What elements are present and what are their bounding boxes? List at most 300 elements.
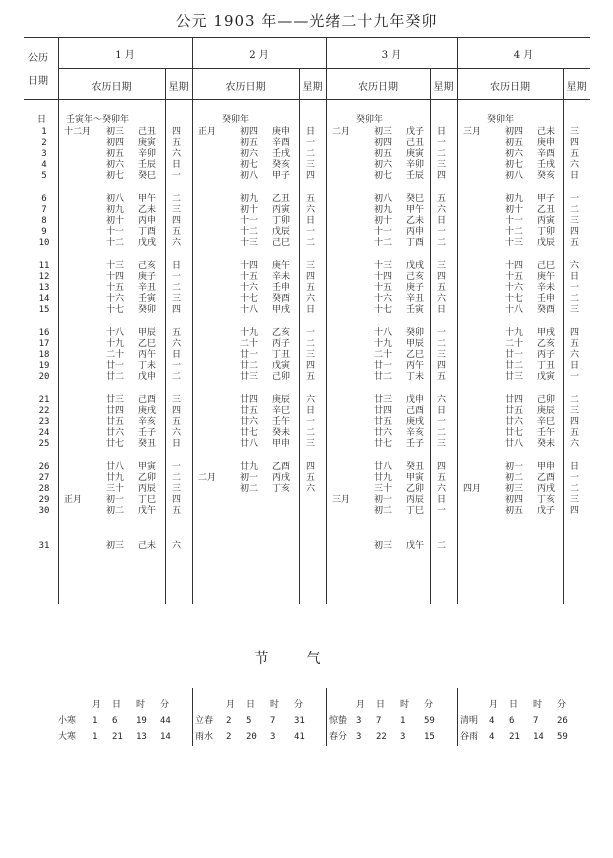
ganzhi: 辛酉 <box>537 149 556 159</box>
corner-bottom: 日期 <box>28 76 48 87</box>
weekday: 三 <box>437 439 447 449</box>
ganzhi: 甲寅 <box>138 462 157 472</box>
lunar-day: 初一 <box>505 462 524 472</box>
ganzhi: 甲辰 <box>406 339 425 349</box>
lunar-header: 农历日期 <box>490 82 530 93</box>
ganzhi: 壬寅 <box>406 305 425 315</box>
weekday: 二 <box>306 238 316 248</box>
weekday: 一 <box>172 272 182 282</box>
ganzhi: 己丑 <box>406 138 425 148</box>
lunar-day: 十五 <box>106 283 125 293</box>
ganzhi: 丁巳 <box>406 506 425 516</box>
lunar-header: 农历日期 <box>225 82 266 93</box>
lunar-day: 廿三 <box>374 395 393 405</box>
ganzhi: 戊午 <box>138 506 157 516</box>
lunar-day: 初十 <box>374 216 393 226</box>
solar-day: 2 <box>41 138 47 148</box>
ganzhi: 壬申 <box>537 294 556 304</box>
weekday: 日 <box>306 406 316 416</box>
jieqi-hour: 13 <box>136 732 147 742</box>
jieqi-name: 小寒 <box>58 716 77 726</box>
month-header: 3 月 <box>381 50 402 61</box>
week-divider <box>165 68 166 604</box>
lunar-day: 初五 <box>240 138 259 148</box>
lunar-day: 三十 <box>374 484 393 494</box>
ganzhi: 丙寅 <box>272 205 291 215</box>
jieqi-header: 日 <box>509 700 519 710</box>
lunar-day: 廿九 <box>106 473 125 483</box>
weekday: 六 <box>172 149 182 159</box>
lunar-day: 廿一 <box>374 361 393 371</box>
lunar-day: 廿五 <box>505 406 524 416</box>
ganzhi: 己亥 <box>406 272 425 282</box>
lunar-day: 初一 <box>240 473 259 483</box>
lunar-day: 初十 <box>240 205 259 215</box>
jieqi-header: 时 <box>533 700 543 710</box>
lunar-day: 廿二 <box>106 372 125 382</box>
jieqi-header: 分 <box>557 700 567 710</box>
ganzhi: 戊申 <box>138 372 157 382</box>
weekday: 日 <box>172 160 182 170</box>
ganzhi: 辛丑 <box>406 294 425 304</box>
jieqi-name: 雨水 <box>195 732 214 742</box>
lunar-day: 初六 <box>505 149 524 159</box>
ganzhi: 辛亥 <box>138 417 157 427</box>
lunar-day: 十九 <box>374 339 393 349</box>
jieqi-month: 4 <box>489 732 495 742</box>
lunar-day: 初六 <box>240 149 259 159</box>
lunar-day: 十五 <box>374 283 393 293</box>
lunar-day: 初八 <box>505 171 524 181</box>
ganzhi: 辛亥 <box>406 428 425 438</box>
weekday: 一 <box>306 227 316 237</box>
jieqi-day: 6 <box>112 716 118 726</box>
weekday: 一 <box>437 328 447 338</box>
ganzhi: 乙酉 <box>272 462 291 472</box>
weekday: 六 <box>306 294 316 304</box>
weekday: 二 <box>172 372 182 382</box>
lunar-day: 初三 <box>374 541 393 551</box>
lunar-day: 初五 <box>505 506 524 516</box>
lunar-month-mark: 四月 <box>463 484 482 494</box>
solar-day: 21 <box>38 395 50 405</box>
page-title: 公元 1903 年——光绪二十九年癸卯 <box>175 12 438 30</box>
lunar-day: 初七 <box>374 171 393 181</box>
ganzhi: 壬子 <box>406 439 425 449</box>
lunar-month-mark: 十二月 <box>64 127 92 137</box>
ganzhi: 甲寅 <box>406 473 425 483</box>
lunar-day: 十一 <box>106 227 125 237</box>
header-bottom-rule <box>24 99 590 100</box>
jieqi-day: 20 <box>246 732 257 742</box>
ganzhi: 甲申 <box>272 439 291 449</box>
ganzhi: 丁酉 <box>138 227 157 237</box>
jieqi-month: 2 <box>226 716 232 726</box>
weekday: 一 <box>437 227 447 237</box>
weekday: 四 <box>172 406 182 416</box>
lunar-day: 初四 <box>240 127 259 137</box>
jieqi-hour: 1 <box>400 716 406 726</box>
year-label: 癸卯年 <box>222 115 250 125</box>
weekday: 一 <box>172 361 182 371</box>
lunar-day: 初三 <box>374 127 393 137</box>
ganzhi: 己未 <box>537 127 556 137</box>
lunar-day: 初六 <box>106 160 125 170</box>
weekday: 日 <box>172 439 182 449</box>
solar-day: 25 <box>38 439 50 449</box>
ganzhi: 己巳 <box>272 238 291 248</box>
ganzhi: 己卯 <box>537 395 556 405</box>
lunar-day: 十一 <box>505 216 524 226</box>
jieqi-minute: 14 <box>160 732 171 742</box>
jieqi-header: 分 <box>424 700 434 710</box>
jieqi-header: 分 <box>294 700 304 710</box>
lunar-day: 初二 <box>106 506 125 516</box>
ganzhi: 乙未 <box>138 205 157 215</box>
jieqi-day: 6 <box>509 716 515 726</box>
lunar-day: 廿四 <box>505 395 524 405</box>
lunar-day: 廿一 <box>106 361 125 371</box>
lunar-day: 初五 <box>505 138 524 148</box>
jieqi-minute: 44 <box>160 716 171 726</box>
lunar-day: 初二 <box>505 473 524 483</box>
ganzhi: 庚子 <box>138 272 157 282</box>
lunar-day: 十六 <box>505 283 524 293</box>
ganzhi: 戊午 <box>406 541 425 551</box>
jieqi-title: 节气 <box>254 651 359 667</box>
weekday: 日 <box>437 305 447 315</box>
weekday: 五 <box>306 283 316 293</box>
ganzhi: 壬辰 <box>138 160 157 170</box>
solar-day: 6 <box>41 194 47 204</box>
weekday: 四 <box>306 272 316 282</box>
jieqi-name: 谷雨 <box>460 732 479 742</box>
ganzhi: 辛巳 <box>537 417 556 427</box>
lunar-day: 廿四 <box>374 406 393 416</box>
weekday: 五 <box>172 138 182 148</box>
ganzhi: 壬戌 <box>537 160 556 170</box>
jieqi-month: 3 <box>356 732 362 742</box>
solar-day: 7 <box>41 205 47 215</box>
lunar-day: 初八 <box>374 194 393 204</box>
ganzhi: 壬午 <box>272 417 291 427</box>
ganzhi: 戊寅 <box>537 372 556 382</box>
weekday: 日 <box>306 305 316 315</box>
solar-day: 26 <box>38 462 50 472</box>
lunar-day: 十五 <box>505 272 524 282</box>
weekday: 六 <box>437 395 447 405</box>
ganzhi: 丁亥 <box>272 484 291 494</box>
lunar-day: 廿八 <box>106 462 125 472</box>
year-label: 癸卯年 <box>356 115 384 125</box>
weekday: 三 <box>172 395 182 405</box>
lunar-day: 十四 <box>505 261 524 271</box>
weekday: 一 <box>570 473 580 483</box>
weekday: 二 <box>306 339 316 349</box>
weekday: 四 <box>306 361 316 371</box>
lunar-header: 农历日期 <box>91 82 132 93</box>
solar-day: 17 <box>38 339 50 349</box>
month-divider <box>192 37 193 604</box>
ganzhi: 丁未 <box>406 372 425 382</box>
weekday: 六 <box>172 541 182 551</box>
lunar-day: 初四 <box>505 495 524 505</box>
weekday: 二 <box>437 238 447 248</box>
lunar-day: 十七 <box>240 294 259 304</box>
lunar-day: 二十 <box>505 339 524 349</box>
weekday: 四 <box>570 506 580 516</box>
weekday: 四 <box>570 227 580 237</box>
solar-day: 19 <box>38 361 50 371</box>
jieqi-hour: 3 <box>270 732 276 742</box>
ganzhi: 丁未 <box>138 361 157 371</box>
solar-day: 18 <box>38 350 50 360</box>
jieqi-divider <box>192 688 193 746</box>
weekday: 三 <box>570 406 580 416</box>
lunar-day: 初九 <box>505 194 524 204</box>
jieqi-divider <box>326 688 327 746</box>
ganzhi: 甲戌 <box>537 328 556 338</box>
solar-day: 11 <box>38 261 50 271</box>
lunar-month-mark: 三月 <box>463 127 482 137</box>
weekday: 二 <box>570 205 580 215</box>
lunar-day: 十九 <box>505 328 524 338</box>
weekday: 六 <box>570 350 580 360</box>
ganzhi: 辛酉 <box>272 138 291 148</box>
weekday: 三 <box>172 205 182 215</box>
jieqi-month: 2 <box>226 732 232 742</box>
ganzhi: 辛未 <box>272 272 291 282</box>
jieqi-header: 时 <box>136 700 146 710</box>
corner-top: 公历 <box>28 53 48 64</box>
weekday: 日 <box>437 495 447 505</box>
weekday: 五 <box>172 417 182 427</box>
lunar-day: 十七 <box>106 305 125 315</box>
ganzhi: 丙辰 <box>138 484 157 494</box>
solar-day: 15 <box>38 305 50 315</box>
jieqi-minute: 59 <box>424 716 435 726</box>
weekday: 五 <box>570 238 580 248</box>
weekday: 日 <box>172 350 182 360</box>
weekday: 二 <box>437 149 447 159</box>
jieqi-header: 月 <box>92 700 102 710</box>
lunar-day: 十三 <box>106 261 125 271</box>
jieqi-header: 日 <box>112 700 122 710</box>
jieqi-header: 日 <box>246 700 256 710</box>
lunar-day: 廿四 <box>106 406 125 416</box>
ganzhi: 乙卯 <box>138 473 157 483</box>
jieqi-name: 春分 <box>329 732 348 742</box>
lunar-day: 初二 <box>374 506 393 516</box>
weekday: 三 <box>570 495 580 505</box>
ganzhi: 丁卯 <box>272 216 291 226</box>
month-header: 1 月 <box>115 50 135 61</box>
lunar-day: 廿二 <box>240 361 259 371</box>
jieqi-day: 5 <box>246 716 252 726</box>
weekday: 三 <box>306 261 316 271</box>
solar-day: 30 <box>38 506 50 516</box>
lunar-day: 初四 <box>374 138 393 148</box>
ganzhi: 乙未 <box>406 216 425 226</box>
jieqi-day: 7 <box>376 716 382 726</box>
jieqi-name: 立春 <box>195 716 214 726</box>
lunar-day: 廿一 <box>505 350 524 360</box>
weekday: 一 <box>437 138 447 148</box>
ganzhi: 庚戌 <box>406 417 425 427</box>
lunar-day: 初八 <box>240 171 259 181</box>
weekday: 五 <box>306 372 316 382</box>
lunar-day: 十二 <box>374 238 393 248</box>
ganzhi: 乙亥 <box>272 328 291 338</box>
jieqi-minute: 59 <box>557 732 568 742</box>
ganzhi: 丁酉 <box>406 238 425 248</box>
solar-day: 31 <box>38 541 50 551</box>
ganzhi: 癸巳 <box>406 194 425 204</box>
ganzhi: 癸卯 <box>138 305 157 315</box>
ganzhi: 己酉 <box>138 395 157 405</box>
solar-day: 4 <box>41 160 47 170</box>
jieqi-day: 22 <box>376 732 387 742</box>
weekday: 六 <box>172 339 182 349</box>
weekday: 一 <box>172 171 182 181</box>
weekday: 四 <box>172 305 182 315</box>
lunar-day: 二十 <box>106 350 125 360</box>
lunar-day: 初五 <box>106 149 125 159</box>
lunar-day: 廿五 <box>240 406 259 416</box>
weekday: 三 <box>306 439 316 449</box>
lunar-day: 廿六 <box>505 417 524 427</box>
weekday: 二 <box>306 428 316 438</box>
weekday: 四 <box>172 495 182 505</box>
weekday: 六 <box>570 160 580 170</box>
ganzhi: 己亥 <box>138 261 157 271</box>
ganzhi: 丙辰 <box>406 495 425 505</box>
weekday: 五 <box>172 328 182 338</box>
solar-day: 27 <box>38 473 50 483</box>
jieqi-day: 21 <box>112 732 123 742</box>
lunar-day: 十四 <box>240 261 259 271</box>
solar-day: 10 <box>38 238 50 248</box>
ganzhi: 戊辰 <box>272 227 291 237</box>
week-divider <box>299 68 300 604</box>
ganzhi: 庚午 <box>537 272 556 282</box>
solar-day: 24 <box>38 428 50 438</box>
ganzhi: 辛未 <box>537 283 556 293</box>
month-divider <box>457 37 458 604</box>
ganzhi: 乙酉 <box>537 473 556 483</box>
ganzhi: 戊戌 <box>138 238 157 248</box>
ganzhi: 壬子 <box>138 428 157 438</box>
weekday: 四 <box>306 462 316 472</box>
lunar-day: 廿七 <box>374 439 393 449</box>
lunar-day: 十三 <box>240 238 259 248</box>
weekday: 五 <box>570 339 580 349</box>
ganzhi: 庚午 <box>272 261 291 271</box>
weekday: 二 <box>570 395 580 405</box>
month-header: 4 月 <box>513 50 534 61</box>
jieqi-month: 3 <box>356 716 362 726</box>
lunar-day: 十五 <box>240 272 259 282</box>
solar-day: 3 <box>41 149 47 159</box>
ganzhi: 庚申 <box>537 138 556 148</box>
lunar-day: 二十 <box>240 339 259 349</box>
lunar-day: 十四 <box>106 272 125 282</box>
ganzhi: 癸未 <box>537 439 556 449</box>
weekday: 二 <box>306 149 316 159</box>
ganzhi: 癸丑 <box>138 439 157 449</box>
ganzhi: 丁亥 <box>537 495 556 505</box>
lunar-day: 初九 <box>240 194 259 204</box>
lunar-day: 十三 <box>374 261 393 271</box>
weekday: 一 <box>172 462 182 472</box>
weekday: 一 <box>306 417 316 427</box>
week-divider <box>430 68 431 604</box>
lunar-day: 廿六 <box>240 417 259 427</box>
solar-day: 1 <box>41 127 47 137</box>
lunar-day: 初一 <box>374 495 393 505</box>
ganzhi: 癸卯 <box>406 328 425 338</box>
lunar-day: 初十 <box>505 205 524 215</box>
weekday: 六 <box>437 484 447 494</box>
weekday: 三 <box>172 484 182 494</box>
ganzhi: 辛卯 <box>138 149 157 159</box>
ganzhi: 己未 <box>138 541 157 551</box>
ganzhi: 庚戌 <box>138 406 157 416</box>
lunar-day: 廿九 <box>240 462 259 472</box>
weekday: 二 <box>437 339 447 349</box>
weekday: 一 <box>570 283 580 293</box>
weekday: 二 <box>570 484 580 494</box>
lunar-day: 初七 <box>240 160 259 170</box>
lunar-day: 初七 <box>106 171 125 181</box>
jieqi-name: 惊蛰 <box>329 716 348 726</box>
jieqi-hour: 19 <box>136 716 147 726</box>
lunar-day: 初九 <box>374 205 393 215</box>
ganzhi: 戊子 <box>537 506 556 516</box>
weekday: 日 <box>437 127 447 137</box>
lunar-month-mark: 二月 <box>198 473 217 483</box>
lunar-month-mark: 正月 <box>198 127 217 137</box>
ganzhi: 庚子 <box>406 283 425 293</box>
lunar-day: 初三 <box>505 484 524 494</box>
week-header: 星期 <box>302 82 323 93</box>
week-header: 星期 <box>168 82 189 93</box>
lunar-day: 廿九 <box>374 473 393 483</box>
lunar-day: 廿二 <box>374 372 393 382</box>
ganzhi: 丙午 <box>138 350 157 360</box>
weekday: 日 <box>437 406 447 416</box>
ganzhi: 庚申 <box>272 127 291 137</box>
ganzhi: 庚寅 <box>406 149 425 159</box>
jieqi-month: 1 <box>92 716 98 726</box>
header-rule <box>58 68 590 69</box>
ganzhi: 辛丑 <box>138 283 157 293</box>
lunar-day: 初四 <box>505 127 524 137</box>
ganzhi: 甲申 <box>537 462 556 472</box>
weekday: 四 <box>437 272 447 282</box>
lunar-day: 廿二 <box>505 361 524 371</box>
weekday: 六 <box>570 439 580 449</box>
weekday: 一 <box>437 506 447 516</box>
weekday: 三 <box>437 160 447 170</box>
lunar-month-mark: 正月 <box>64 495 83 505</box>
ganzhi: 戊子 <box>406 127 425 137</box>
jieqi-header: 时 <box>400 700 410 710</box>
lunar-day: 廿三 <box>505 372 524 382</box>
ganzhi: 壬午 <box>537 428 556 438</box>
ganzhi: 辛卯 <box>406 160 425 170</box>
solar-day: 23 <box>38 417 50 427</box>
